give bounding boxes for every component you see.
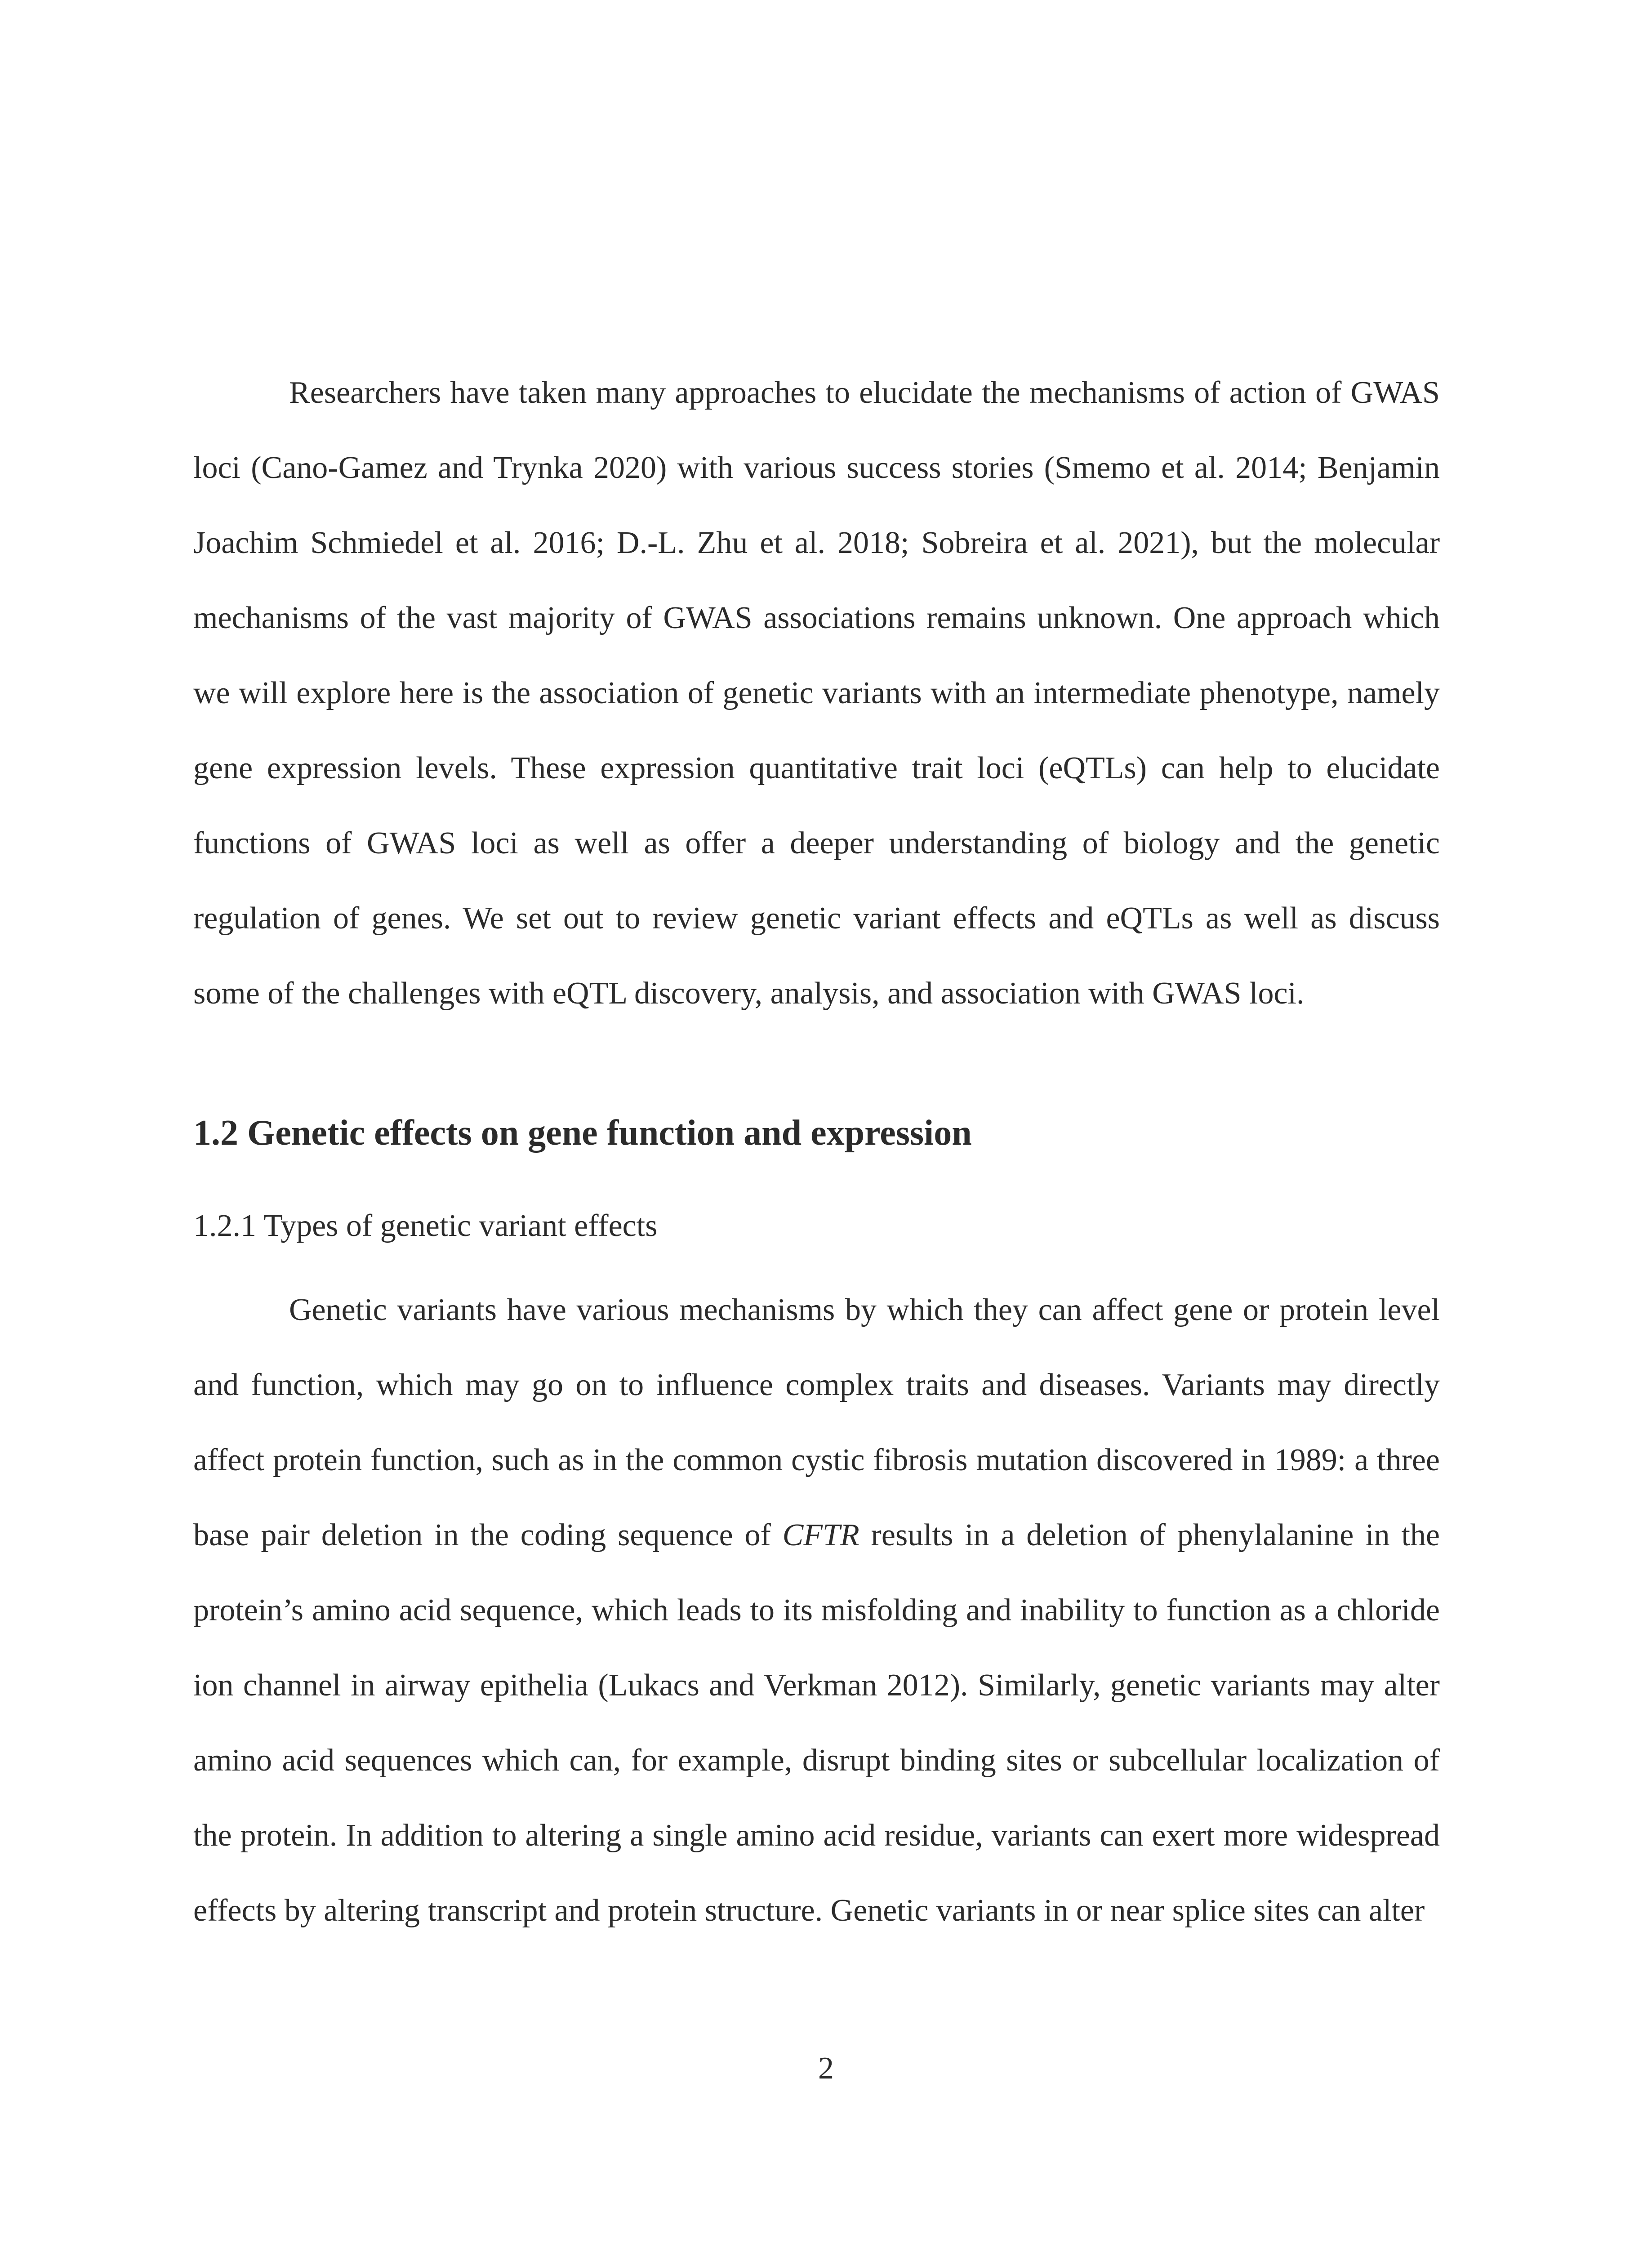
gene-name-italic: CFTR <box>782 1518 859 1552</box>
variant-effects-text-part2: results in a deletion of phenylalanine in the protein’s amino acid sequence, which leads to its misfolding and inability to function as a chloride ion channel in airway epithelia (Lukacs and Verkman 2012). Similarly, genetic variants may alter amino acid sequences which can, for example, disrupt binding sites or subcellular localization of the protein. In addition to altering a single amino acid residue, variants can exert more widespread effects by altering transcript and protein structure. Genetic variants in or near splice sites can alter <box>193 1518 1440 1928</box>
intro-paragraph-text: Researchers have taken many approaches to elucidate the mechanisms of action of GWAS loci (Cano-Gamez and Trynka 2020) with various success stories (Smemo et al. 2014; Benjamin Joachim Schmiedel et al. 2016; D.-L. Zhu et al. 2018; Sobreira et al. 2021), but the molecular mechanisms of the vast majority of GWAS associations remains unknown. One approach which we will explore here is the association of genetic variants with an intermediate phenotype, namely gene expression levels. These expression quantitative trait loci (eQTLs) can help to elucidate functions of GWAS loci as well as offer a deeper understanding of biology and the genetic regulation of genes. We set out to review genetic variant effects and eQTLs as well as discuss some of the challenges with eQTL discovery, analysis, and association with GWAS loci. <box>193 375 1440 1011</box>
subsection-heading: 1.2.1 Types of genetic variant effects <box>193 1209 658 1243</box>
variant-effects-text-part1: Genetic variants have various mechanisms by which they can affect gene or protein level and function, which may go on to influence complex traits and diseases. Variants may directly affect protein function, such as in the common cystic fibrosis mutation discovered in 1989: a three base pair deletion in the coding sequence of <box>193 1293 1440 1552</box>
intro-paragraph <box>193 355 1440 1031</box>
variant-effects-paragraph <box>193 1272 1440 1948</box>
section-heading: 1.2 Genetic effects on gene function and expression <box>193 1113 972 1153</box>
page-number: 2 <box>818 2051 834 2086</box>
